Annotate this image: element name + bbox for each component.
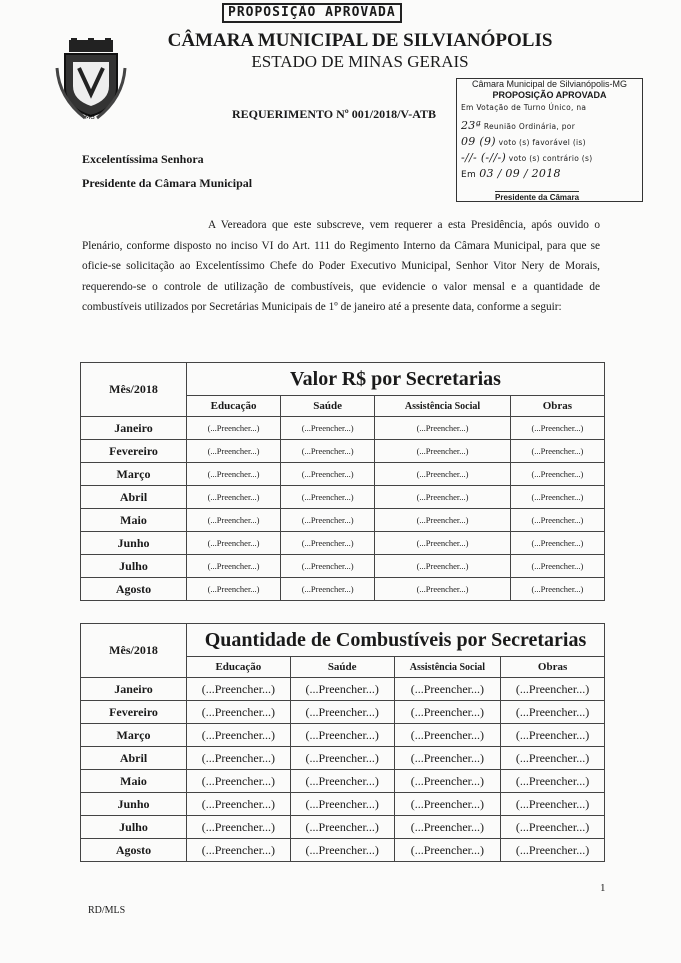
fill-in-cell: (...Preencher...) (187, 724, 291, 747)
quantity-table-body (81, 678, 605, 862)
month-header: Mês/2018 (81, 363, 187, 417)
fill-in-cell: (...Preencher...) (375, 509, 511, 532)
body-paragraph: A Vereadora que este subscreve, vem requerer a esta Presidência, após ouvido o Plenário, conforme disposto no inciso VI do Art. 111 do Regimento Interno da Câmara Municipal, para que se oficie-se solicitação ao Excelentíssimo Chefe do Poder Executivo Municipal, Senhor Vitor Nery de Morais, requerendo-se o controle de utilização de combustíveis, que evidencie o valor mensal e a quantidade de combustíveis utilizados por Secretárias Municipais de 1º de janeiro até a presente data, conforme a seguir: (82, 219, 600, 313)
fill-in-cell: (...Preencher...) (375, 440, 511, 463)
fill-in-cell: (...Preencher...) (187, 509, 281, 532)
col-header: Saúde (281, 396, 375, 417)
table-row (81, 463, 605, 486)
fill-in-cell: (...Preencher...) (375, 417, 511, 440)
month-cell: Janeiro (81, 678, 187, 701)
table-row (81, 747, 605, 770)
fill-in-cell: (...Preencher...) (510, 532, 604, 555)
fill-in-cell: (...Preencher...) (187, 747, 291, 770)
col-header: Obras (510, 396, 604, 417)
fill-in-cell: (...Preencher...) (394, 724, 501, 747)
table-row (81, 532, 605, 555)
month-header: Mês/2018 (81, 624, 187, 678)
month-cell: Agosto (81, 839, 187, 862)
fill-in-cell: (...Preencher...) (290, 770, 394, 793)
fill-in-cell: (...Preencher...) (187, 701, 291, 724)
fill-in-cell: (...Preencher...) (510, 555, 604, 578)
address-line-1: Excelentíssima Senhora (82, 152, 204, 166)
table-row (81, 509, 605, 532)
page-number: 1 (600, 882, 606, 894)
fill-in-cell: (...Preencher...) (394, 793, 501, 816)
fill-in-cell: (...Preencher...) (501, 793, 605, 816)
table-title: Quantidade de Combustíveis por Secretarias (187, 624, 605, 657)
fill-in-cell: (...Preencher...) (510, 486, 604, 509)
fill-in-cell: (...Preencher...) (281, 486, 375, 509)
requerimento-number: REQUERIMENTO Nº 001/2018/V-ATB (232, 107, 436, 121)
fill-in-cell: (...Preencher...) (187, 839, 291, 862)
month-cell: Março (81, 463, 187, 486)
fill-in-cell: (...Preencher...) (187, 816, 291, 839)
value-table (80, 362, 605, 601)
fill-in-cell: (...Preencher...) (281, 440, 375, 463)
fill-in-cell: (...Preencher...) (394, 816, 501, 839)
col-header: Educação (187, 396, 281, 417)
stamp-line-date: Em 03 / 09 / 2018 (461, 167, 561, 180)
month-cell: Maio (81, 770, 187, 793)
col-header: Assistência Social (375, 396, 511, 417)
fill-in-cell: (...Preencher...) (375, 463, 511, 486)
month-cell: Agosto (81, 578, 187, 601)
fill-in-cell: (...Preencher...) (290, 747, 394, 770)
month-cell: Janeiro (81, 417, 187, 440)
table-row (81, 417, 605, 440)
fill-in-cell: (...Preencher...) (510, 417, 604, 440)
table-row (81, 578, 605, 601)
fill-in-cell: (...Preencher...) (290, 816, 394, 839)
table-title: Valor R$ por Secretarias (187, 363, 605, 396)
fill-in-cell: (...Preencher...) (510, 578, 604, 601)
month-cell: Julho (81, 816, 187, 839)
approved-stamp: PROPOSIÇÃO APROVADA (222, 3, 402, 23)
stamp-line-contrary: -//- (-//-) voto (s) contrário (s) (461, 151, 593, 164)
month-cell: Abril (81, 486, 187, 509)
month-cell: Julho (81, 555, 187, 578)
fill-in-cell: (...Preencher...) (187, 555, 281, 578)
col-header: Educação (187, 657, 291, 678)
fill-in-cell: (...Preencher...) (187, 463, 281, 486)
fill-in-cell: (...Preencher...) (501, 839, 605, 862)
stamp-approved: PROPOSIÇÃO APROVADA (492, 90, 607, 100)
table-row (81, 555, 605, 578)
address-line-2: Presidente da Câmara Municipal (82, 176, 253, 190)
fill-in-cell: (...Preencher...) (187, 770, 291, 793)
fill-in-cell: (...Preencher...) (281, 555, 375, 578)
fill-in-cell: (...Preencher...) (510, 463, 604, 486)
fill-in-cell: (...Preencher...) (394, 701, 501, 724)
fill-in-cell: (...Preencher...) (290, 701, 394, 724)
month-cell: Abril (81, 747, 187, 770)
table-row (81, 678, 605, 701)
table-row (81, 770, 605, 793)
fill-in-cell: (...Preencher...) (187, 486, 281, 509)
month-cell: Março (81, 724, 187, 747)
fill-in-cell: (...Preencher...) (281, 417, 375, 440)
col-header: Obras (501, 657, 605, 678)
fill-in-cell: (...Preencher...) (501, 770, 605, 793)
chamber-title: CÂMARA MUNICIPAL DE SILVIANÓPOLIS (167, 30, 553, 51)
month-cell: Fevereiro (81, 701, 187, 724)
fill-in-cell: (...Preencher...) (375, 555, 511, 578)
fill-in-cell: (...Preencher...) (290, 839, 394, 862)
table-row (81, 816, 605, 839)
stamp-president: Presidente da Câmara (495, 193, 580, 202)
fill-in-cell: (...Preencher...) (375, 532, 511, 555)
fill-in-cell: (...Preencher...) (394, 747, 501, 770)
municipal-seal-icon (55, 38, 127, 120)
month-cell: Junho (81, 532, 187, 555)
approval-stamp-box (456, 78, 643, 202)
fill-in-cell: (...Preencher...) (501, 816, 605, 839)
stamp-line-vote: Em Votação de Turno Único, na (461, 103, 587, 112)
stamp-chamber: Câmara Municipal de Silvianópolis-MG (471, 79, 628, 89)
month-cell: Junho (81, 793, 187, 816)
fill-in-cell: (...Preencher...) (187, 417, 281, 440)
table-row (81, 701, 605, 724)
fill-in-cell: (...Preencher...) (281, 578, 375, 601)
fill-in-cell: (...Preencher...) (281, 532, 375, 555)
fill-in-cell: (...Preencher...) (187, 440, 281, 463)
table-row (81, 793, 605, 816)
fill-in-cell: (...Preencher...) (394, 770, 501, 793)
fill-in-cell: (...Preencher...) (510, 440, 604, 463)
table-row (81, 486, 605, 509)
stamp-line-favorable: 09 (9) voto (s) favorável (is) (461, 135, 586, 148)
col-header: Assistência Social (394, 657, 501, 678)
table-row (81, 839, 605, 862)
fill-in-cell: (...Preencher...) (187, 532, 281, 555)
fill-in-cell: (...Preencher...) (394, 678, 501, 701)
fill-in-cell: (...Preencher...) (187, 678, 291, 701)
fill-in-cell: (...Preencher...) (290, 678, 394, 701)
table-row (81, 724, 605, 747)
fill-in-cell: (...Preencher...) (501, 701, 605, 724)
fill-in-cell: (...Preencher...) (375, 578, 511, 601)
fill-in-cell: (...Preencher...) (394, 839, 501, 862)
request-body (82, 215, 600, 318)
fill-in-cell: (...Preencher...) (375, 486, 511, 509)
author-initials: RD/MLS (88, 905, 126, 916)
state-subtitle: ESTADO DE MINAS GERAIS (251, 52, 469, 71)
fill-in-cell: (...Preencher...) (510, 509, 604, 532)
fill-in-cell: (...Preencher...) (187, 578, 281, 601)
fill-in-cell: (...Preencher...) (501, 724, 605, 747)
month-cell: Maio (81, 509, 187, 532)
value-table-body (81, 417, 605, 601)
seal-label: MG (85, 114, 95, 120)
fill-in-cell: (...Preencher...) (501, 678, 605, 701)
col-header: Saúde (290, 657, 394, 678)
fill-in-cell: (...Preencher...) (187, 793, 291, 816)
fill-in-cell: (...Preencher...) (281, 509, 375, 532)
stamp-line-session: 23ª Reunião Ordinária, por (461, 119, 576, 132)
fill-in-cell: (...Preencher...) (281, 463, 375, 486)
quantity-table (80, 623, 605, 862)
fill-in-cell: (...Preencher...) (501, 747, 605, 770)
month-cell: Fevereiro (81, 440, 187, 463)
fill-in-cell: (...Preencher...) (290, 724, 394, 747)
table-row (81, 440, 605, 463)
fill-in-cell: (...Preencher...) (290, 793, 394, 816)
